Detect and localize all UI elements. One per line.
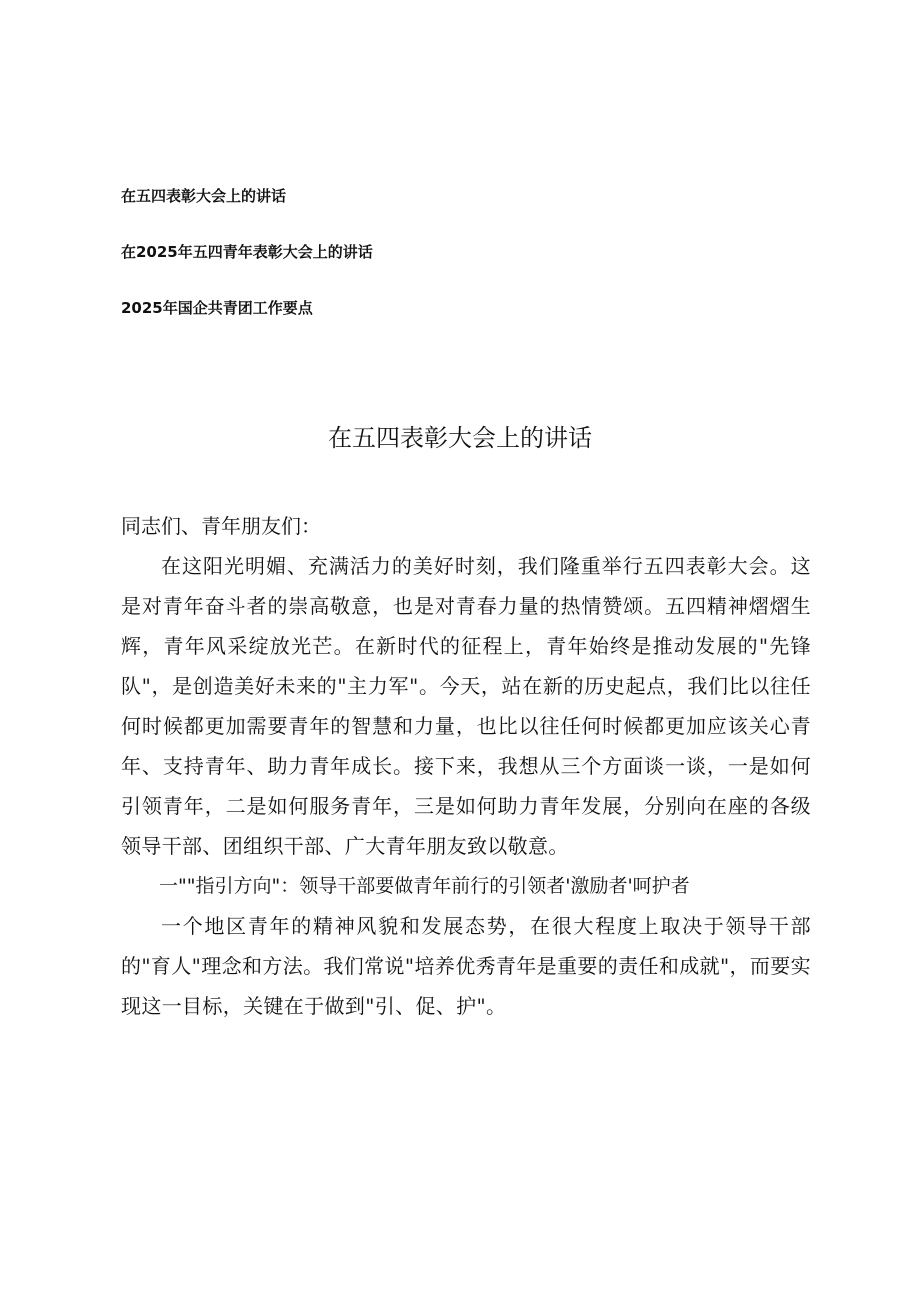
salutation: 同志们、青年朋友们： bbox=[121, 514, 321, 538]
table-of-contents bbox=[121, 184, 821, 352]
document-body bbox=[121, 506, 811, 1026]
document-title: 在五四表彰大会上的讲话 bbox=[328, 424, 592, 452]
toc-item: 在2025年五四青年表彰大会上的讲话 bbox=[121, 243, 373, 261]
toc-item: 在五四表彰大会上的讲话 bbox=[121, 187, 287, 205]
toc-item: 2025年国企共青团工作要点 bbox=[121, 299, 313, 317]
body-paragraph: 在这阳光明媚、充满活力的美好时刻，我们隆重举行五四表彰大会。这是对青年奋斗者的崇高敬意，也是对青春力量的热情赞颂。五四精神熠熠生辉，青年风采绽放光芒。在新时代的征程上，青年始终是推动发展的"先锋队"，是创造美好未来的"主力军"。今天，站在新的历史起点，我们比以往任何时候都更加需要青年的智慧和力量，也比以往任何时候都更加应该关心青年、支持青年、助力青年成长。接下来，我想从三个方面谈一谈，一是如何引领青年，二是如何服务青年，三是如何助力青年发展，分别向在座的各级领导干部、团组织干部、广大青年朋友致以敬意。 bbox=[121, 554, 811, 858]
section-heading: 一""指引方向"：领导干部要做青年前行的引领者'激励者'呵护者 bbox=[159, 875, 690, 897]
body-paragraph: 一个地区青年的精神风貌和发展态势，在很大程度上取决于领导干部的"育人"理念和方法。我们常说"培养优秀青年是重要的责任和成就"，而要实现这一目标，关键在于做到"引、促、护"。 bbox=[121, 914, 811, 1018]
